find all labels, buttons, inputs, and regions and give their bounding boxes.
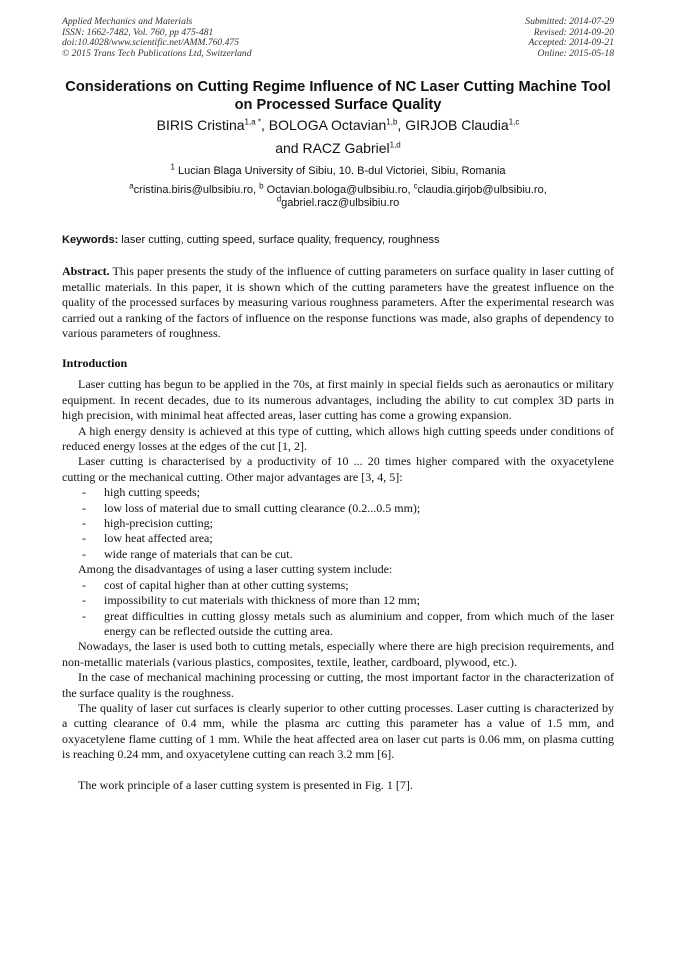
section-heading-introduction: Introduction: [62, 356, 128, 371]
list-item-text: high cutting speeds;: [104, 485, 200, 500]
journal-issn: ISSN: 1662-7482, Vol. 760, pp 475-481: [62, 26, 214, 38]
list-dash: -: [82, 516, 86, 531]
paragraph: The quality of laser cut surfaces is clearly superior to other cutting processes. Laser cutting is characterized by a cutting clearance of 0.4 mm, while the plasma arc cutting this parameter has a value of 1.5 mm, and oxyacetylene flame cutting of 1 mm. While the heat affected area on laser cut parts is 0.06 mm, on plasma cutting is reaching 0.24 mm, and oxyacetylene cutting can reach 3.2 mm [6].: [62, 700, 614, 762]
publication-dates: [525, 17, 614, 59]
author-affil-mark: 1,c: [508, 117, 520, 127]
author-list: [62, 114, 614, 160]
list-item: [62, 501, 614, 516]
list-item: [62, 547, 614, 562]
author-name: GIRJOB Claudia: [405, 117, 509, 134]
author-separator: ,: [397, 117, 406, 134]
email-link[interactable]: cristina.biris@ulbsibiu.ro,: [133, 184, 260, 197]
list-dash: -: [82, 593, 86, 608]
paragraph: In the case of mechanical machining processing or cutting, the most important factor in the characterization of the surface quality is the roughness.: [62, 670, 614, 700]
list-item-text: low heat affected area;: [104, 531, 213, 546]
introduction-body: [62, 377, 614, 793]
list-dash: -: [82, 577, 86, 592]
paragraph: The work principle of a laser cutting system is presented in Fig. 1 [7].: [78, 777, 413, 792]
keywords-text: laser cutting, cutting speed, surface quality, frequency, roughness: [118, 234, 440, 247]
date-submitted: Submitted: 2014-07-29: [525, 16, 614, 27]
email-mark: a: [129, 181, 134, 191]
journal-doi: doi:10.4028/www.scientific.net/AMM.760.475: [62, 37, 240, 49]
list-item-text: high-precision cutting;: [104, 516, 213, 531]
list-dash: -: [82, 485, 86, 500]
keywords-label: Keywords:: [62, 234, 119, 247]
list-item-text: impossibility to cut materials with thickness of more than 12 mm;: [104, 593, 420, 608]
list-item: [62, 531, 614, 546]
author-affil-mark: 1,a *: [244, 117, 262, 127]
affiliation-mark: 1: [170, 162, 175, 172]
author-conjunction: and: [275, 140, 303, 157]
keywords: [62, 233, 614, 247]
list-dash: -: [82, 500, 86, 515]
list-item: [62, 485, 614, 500]
abstract: [62, 264, 614, 341]
paper-title: Considerations on Cutting Regime Influence of NC Laser Cutting Machine Tool on Processed Surface Quality: [65, 79, 611, 114]
list-item-text: cost of capital higher than at other cutting systems;: [104, 577, 349, 592]
date-accepted: Accepted: 2014-09-21: [528, 37, 614, 49]
author-emails: [62, 181, 614, 210]
list-item: [62, 516, 614, 531]
journal-copyright: © 2015 Trans Tech Publications Ltd, Switzerland: [62, 47, 252, 59]
list-dash: -: [82, 608, 86, 623]
email-link[interactable]: Octavian.bologa@ulbsibiu.ro,: [263, 184, 414, 197]
paragraph: Among the disadvantages of using a laser cutting system include:: [78, 562, 393, 577]
paragraph: Nowadays, the laser is used both to cutting metals, especially where there are high precision requirements, and non-metallic materials (various plastics, composites, textile, leather, cardboard, plywood, etc.).: [62, 639, 614, 669]
journal-name: Applied Mechanics and Materials: [62, 16, 193, 27]
email-mark: d: [276, 194, 282, 204]
email-mark: c: [413, 181, 418, 191]
author-name: RACZ Gabriel: [302, 140, 390, 157]
list-dash: -: [82, 546, 86, 561]
author-affil-mark: 1,d: [389, 140, 401, 150]
date-revised: Revised: 2014-09-20: [533, 26, 614, 38]
email-link[interactable]: gabriel.racz@ulbsibiu.ro: [281, 197, 400, 210]
list-item: [62, 578, 614, 593]
abstract-label: Abstract.: [62, 264, 110, 279]
disadvantages-list: [62, 578, 614, 640]
journal-info: [62, 17, 252, 59]
affiliation: [62, 164, 614, 178]
list-item: [62, 593, 614, 608]
list-item-text: great difficulties in cutting glossy metals such as aluminium and copper, from which much of the laser energy can be reflected outside the cutting area.: [104, 608, 614, 638]
list-dash: -: [82, 531, 86, 546]
author-separator: ,: [261, 117, 269, 134]
paragraph: Laser cutting is characterised by a productivity of 10 ... 20 times higher compared with the oxyacetylene cutting or the mechanical cutting. Other major advantages are [3, 4, 5]:: [62, 454, 614, 484]
date-online: Online: 2015-05-18: [537, 47, 614, 59]
list-item-text: low loss of material due to small cutting clearance (0.2...0.5 mm);: [104, 500, 421, 515]
advantages-list: [62, 485, 614, 562]
list-item: [62, 609, 614, 640]
abstract-text: This paper presents the study of the influence of cutting parameters on surface quality in laser cutting of metallic materials. In this paper, it is shown which of the cutting parameters have the greatest influence on the quality of the processed surfaces by measuring various roughness parameters. After the experimental research was carried out a ranking of the factors of influence on the response functions was made, also graphs of dependency to various parameters of roughness.: [62, 264, 614, 340]
author-affil-mark: 1,b: [386, 117, 398, 127]
email-mark: b: [259, 181, 264, 191]
paragraph: A high energy density is achieved at this type of cutting, which allows high cutting speeds under conditions of reduced energy losses at the edges of the cut [1, 2].: [62, 423, 614, 454]
list-item-text: wide range of materials that can be cut.: [104, 546, 293, 561]
paragraph-gap: [62, 763, 614, 778]
journal-header: [62, 17, 614, 59]
email-link[interactable]: claudia.girjob@ulbsibiu.ro,: [417, 184, 547, 197]
author-name: BOLOGA Octavian: [268, 117, 387, 134]
affiliation-text: Lucian Blaga University of Sibiu, 10. B-dul Victoriei, Sibiu, Romania: [174, 165, 506, 178]
paragraph: Laser cutting has begun to be applied in the 70s, at first mainly in special fields such as aeronautics or military equipment. In recent decades, due to its numerous advantages, including the ability to cut complex 3D parts in high precision, with minimal heat affected areas, laser cutting has come a growing expansion.: [62, 377, 614, 423]
author-name: BIRIS Cristina: [156, 117, 245, 134]
